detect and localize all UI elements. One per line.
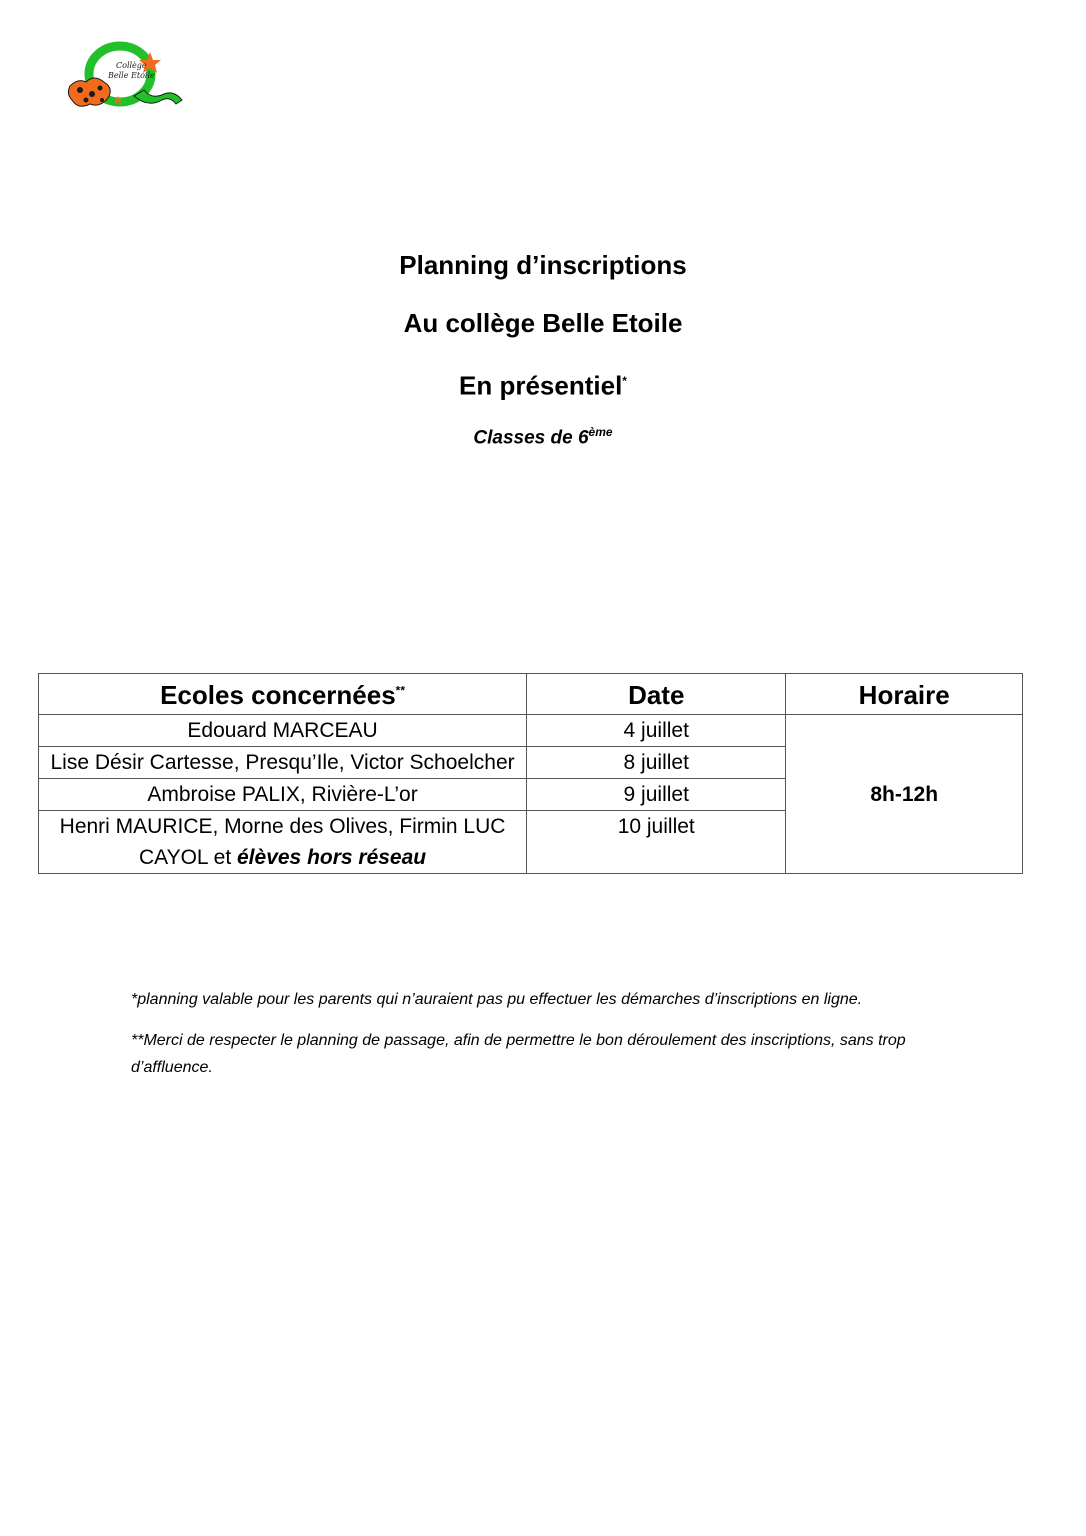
logo-text-line2: Belle Etoile (108, 71, 155, 80)
college-line (0, 306, 1086, 340)
cell-ecoles-text: Henri MAURICE, Morne des Olives, Firmin LUC CAYOL et (59, 815, 506, 869)
subtitle-text: Classes de 6 (473, 426, 589, 448)
cell-ecoles: Edouard MARCEAU (39, 715, 527, 747)
college-belle-etoile-logo-icon (64, 38, 188, 118)
cell-date: 10 juillet (527, 811, 786, 874)
page-title-text: Planning d’inscriptions (399, 250, 687, 280)
header (0, 248, 1086, 451)
logo-text-line1: Collège (116, 61, 147, 70)
header-horaire: Horaire (786, 674, 1023, 715)
presentiel-line (0, 364, 1086, 403)
footnotes (131, 986, 951, 1095)
cell-date: 9 juillet (527, 779, 786, 811)
header-date: Date (527, 674, 786, 715)
header-ecoles-mark: ** (395, 682, 405, 697)
cell-ecoles: Ambroise PALIX, Rivière-L’or (39, 779, 527, 811)
subtitle-sup: ème (588, 424, 613, 439)
cell-horaire: 8h-12h (786, 715, 1023, 874)
page-title (0, 248, 1086, 282)
table-row (39, 715, 1023, 747)
table-header-row (39, 674, 1023, 715)
subtitle (0, 419, 1086, 451)
cell-date: 8 juillet (527, 747, 786, 779)
college-line-text: Au collège Belle Etoile (403, 308, 683, 338)
footnote-1: *planning valable pour les parents qui n’auraient pas pu effectuer les démarches d’inscriptions en ligne. (131, 991, 863, 1008)
cell-date: 4 juillet (527, 715, 786, 747)
header-ecoles (39, 674, 527, 715)
footnote-2: **Merci de respecter le planning de passage, afin de permettre le bon déroulement des inscriptions, sans trop d’affluence. (131, 1032, 906, 1076)
footnote-mark: * (622, 374, 627, 388)
cell-ecoles: Lise Désir Cartesse, Presqu’Ile, Victor Schoelcher (39, 747, 527, 779)
cell-ecoles (39, 811, 527, 874)
presentiel-text: En présentiel (459, 370, 623, 401)
planning-table (38, 673, 1023, 874)
college-logo (64, 38, 188, 118)
header-ecoles-text: Ecoles concernées (160, 679, 396, 710)
cell-ecoles-emphasis: élèves hors réseau (237, 846, 427, 869)
